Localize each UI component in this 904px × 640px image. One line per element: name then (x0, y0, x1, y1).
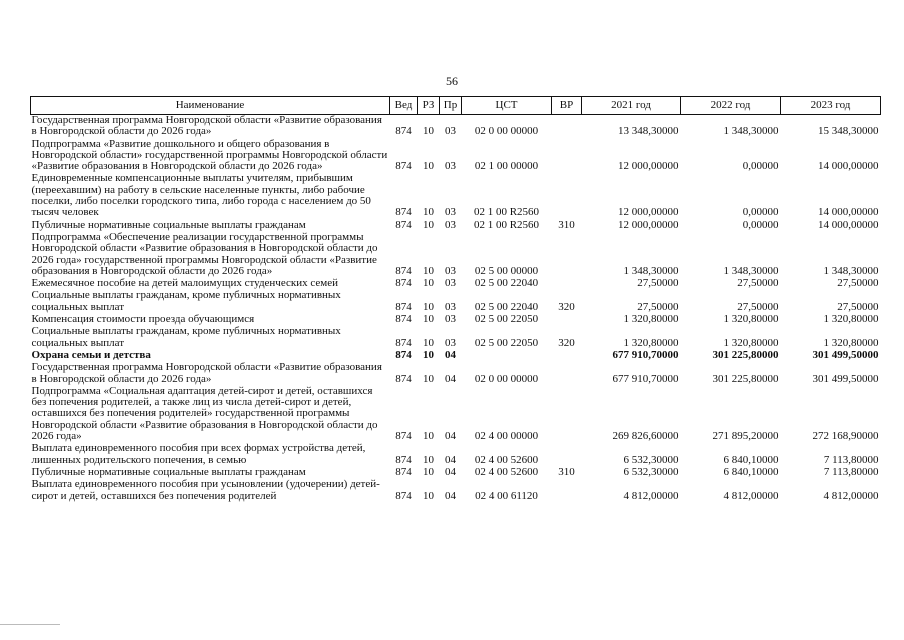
cell-pr: 04 (445, 430, 456, 443)
cell-vr: 320 (558, 336, 575, 349)
cell-pr: 04 (445, 489, 456, 502)
cell-ved: 874 (395, 465, 412, 478)
cell-rz: 10 (423, 348, 434, 361)
table-row (31, 386, 881, 443)
cell-ved: 874 (395, 313, 412, 326)
cell-vr (552, 173, 582, 219)
cell-2023: 272 168,90000 (812, 430, 879, 443)
cell-vr (552, 479, 582, 503)
cell-cst: 02 0 00 00000 (474, 372, 539, 385)
cell-vr (552, 139, 582, 174)
cell-2022: 27,50000 (737, 277, 779, 290)
cell-name: Охрана семьи и детства (31, 348, 151, 361)
cell-2023: 14 000,00000 (818, 218, 879, 231)
cell-ved: 874 (395, 372, 412, 385)
header-name: Наименование (31, 97, 390, 115)
cell-pr: 03 (445, 218, 456, 231)
cell-vr (552, 362, 582, 386)
cell-pr: 03 (445, 313, 456, 326)
cell-vr (552, 443, 582, 467)
cell-name: Подпрограмма «Социальная адаптация детей-сирот и детей, оставшихся без попечения родителей, а также лиц из числа детей-сирот и детей, оставшихся без попечения родителей» государственной программы Новгородской области «Развитие образования в Новгородской области до 2026 года» (31, 384, 378, 443)
cell-2022: 27,50000 (737, 300, 779, 313)
cell-2022: 0,00000 (742, 218, 779, 231)
cell-name: Государственная программа Новгородской области «Развитие образования в Новгородской области до 2026 года» (31, 361, 382, 385)
cell-cst (462, 350, 552, 362)
cell-2022: 4 812,00000 (723, 489, 779, 502)
cell-2023: 7 113,80000 (823, 453, 879, 466)
cell-vr: 310 (558, 465, 575, 478)
cell-rz: 10 (423, 125, 434, 138)
cell-rz: 10 (423, 277, 434, 290)
cell-2021: 1 320,80000 (623, 336, 679, 349)
cell-ved: 874 (395, 300, 412, 313)
cell-2023: 14 000,00000 (818, 160, 879, 173)
header-rz: РЗ (418, 97, 440, 115)
cell-2023: 1 320,80000 (823, 336, 879, 349)
cell-pr: 03 (445, 277, 456, 290)
table-row (31, 443, 881, 467)
cell-pr: 03 (445, 300, 456, 313)
cell-name: Государственная программа Новгородской области «Развитие образования в Новгородской области до 2026 года» (31, 114, 382, 138)
cell-vr (552, 314, 582, 326)
cell-cst: 02 5 00 22040 (474, 300, 539, 313)
cell-pr: 03 (445, 264, 456, 277)
cell-2021: 27,50000 (637, 300, 679, 313)
cell-cst: 02 1 00 R2560 (473, 206, 540, 219)
cell-2021: 13 348,30000 (618, 125, 679, 138)
cell-ved: 874 (395, 218, 412, 231)
header-2023: 2023 год (781, 97, 881, 115)
cell-vr (552, 278, 582, 290)
cell-name: Выплата единовременного пособия при всех формах устройства детей, лишенных родительского попечения, в семью (31, 442, 366, 466)
table-row (31, 290, 881, 314)
cell-name: Публичные нормативные социальные выплаты гражданам (31, 465, 306, 478)
cell-cst: 02 4 00 61120 (475, 489, 538, 502)
header-pr: Пр (440, 97, 462, 115)
cell-2022: 301 225,80000 (712, 348, 779, 361)
cell-ved: 874 (395, 489, 412, 502)
cell-2023: 4 812,00000 (823, 489, 879, 502)
header-2021: 2021 год (582, 97, 681, 115)
cell-2022: 6 840,10000 (723, 453, 779, 466)
cell-2023: 15 348,30000 (818, 125, 879, 138)
cell-ved: 874 (395, 125, 412, 138)
cell-rz: 10 (423, 313, 434, 326)
cell-2023: 301 499,50000 (812, 372, 879, 385)
cell-ved: 874 (395, 206, 412, 219)
cell-2022: 0,00000 (742, 206, 779, 219)
table-header-row (31, 97, 881, 115)
cell-rz: 10 (423, 264, 434, 277)
cell-2023: 1 320,80000 (823, 313, 879, 326)
cell-rz: 10 (423, 160, 434, 173)
cell-2023: 27,50000 (837, 300, 879, 313)
cell-ved: 874 (395, 264, 412, 277)
cell-rz: 10 (423, 489, 434, 502)
cell-2022: 1 348,30000 (723, 125, 779, 138)
cell-2022: 1 348,30000 (723, 264, 779, 277)
cell-2022: 1 320,80000 (723, 336, 779, 349)
cell-ved: 874 (395, 160, 412, 173)
page-number: 56 (446, 74, 458, 88)
cell-2021: 677 910,70000 (612, 348, 679, 361)
cell-pr: 04 (445, 465, 456, 478)
cell-ved: 874 (395, 453, 412, 466)
cell-2022: 6 840,10000 (723, 465, 779, 478)
cell-rz: 10 (423, 372, 434, 385)
table-row (31, 139, 881, 174)
cell-vr: 310 (558, 218, 575, 231)
cell-name: Ежемесячное пособие на детей малоимущих студенческих семей (31, 277, 338, 290)
cell-name: Выплата единовременного пособия при усыновлении (удочерении) детей-сирот и детей, оставшихся без попечения родителей (31, 478, 380, 502)
cell-rz: 10 (423, 430, 434, 443)
cell-2022: 301 225,80000 (712, 372, 779, 385)
cell-name: Подпрограмма «Развитие дошкольного и общего образования в Новгородской области» государственной программы Новгородской области «Развитие образования в Новгородской области до 2026 года» (31, 137, 388, 173)
cell-2023: 1 348,30000 (823, 264, 879, 277)
cell-rz: 10 (423, 336, 434, 349)
cell-name: Единовременные компенсационные выплаты учителям, прибывшим (переехавшим) на работу в сельские населенные пункты, либо рабочие поселки, либо поселки городского типа, либо города с населением до 50 тысяч человек (31, 172, 371, 219)
cell-2022: 1 320,80000 (723, 313, 779, 326)
table-row (31, 362, 881, 386)
cell-2021: 12 000,00000 (618, 160, 679, 173)
table-row (31, 115, 881, 139)
cell-2021: 1 348,30000 (623, 264, 679, 277)
cell-pr: 03 (445, 206, 456, 219)
cell-cst: 02 5 00 22040 (474, 277, 539, 290)
cell-pr: 03 (445, 125, 456, 138)
cell-rz: 10 (423, 206, 434, 219)
header-2022: 2022 год (681, 97, 781, 115)
cell-2021: 269 826,60000 (612, 430, 679, 443)
cell-cst: 02 4 00 52600 (474, 453, 539, 466)
cell-2023: 27,50000 (837, 277, 879, 290)
cell-2022: 0,00000 (742, 160, 779, 173)
header-cst: ЦСТ (462, 97, 552, 115)
cell-ved: 874 (395, 348, 412, 361)
cell-rz: 10 (423, 453, 434, 466)
cell-name: Социальные выплаты гражданам, кроме публичных нормативных социальных выплат (31, 325, 341, 349)
budget-table (30, 96, 881, 503)
table-row (31, 173, 881, 219)
cell-name: Социальные выплаты гражданам, кроме публичных нормативных социальных выплат (31, 289, 341, 313)
cell-cst: 02 4 00 00000 (474, 430, 539, 443)
cell-rz: 10 (423, 465, 434, 478)
cell-2021: 6 532,30000 (623, 453, 679, 466)
cell-vr (552, 350, 582, 362)
cell-2021: 12 000,00000 (618, 206, 679, 219)
cell-ved: 874 (395, 430, 412, 443)
cell-2021: 6 532,30000 (623, 465, 679, 478)
cell-cst: 02 1 00 R2560 (473, 218, 540, 231)
cell-vr (552, 115, 582, 139)
header-vr: ВР (552, 97, 582, 115)
cell-2021: 12 000,00000 (618, 218, 679, 231)
cell-2021: 1 320,80000 (623, 313, 679, 326)
cell-vr (552, 232, 582, 278)
cell-2023: 301 499,50000 (812, 348, 879, 361)
cell-name: Подпрограмма «Обеспечение реализации государственной программы Новгородской области «Развитие образования в Новгородской области до 2026 года» государственной программы Новгородской области «Развитие образования в Новгородской области до 2026 года» (31, 230, 378, 277)
header-ved: Вед (390, 97, 418, 115)
cell-pr: 04 (445, 453, 456, 466)
table-row (31, 479, 881, 503)
cell-cst: 02 5 00 22050 (474, 313, 539, 326)
cell-2023: 14 000,00000 (818, 206, 879, 219)
cell-pr: 04 (445, 348, 456, 361)
cell-cst: 02 1 00 00000 (474, 160, 539, 173)
cell-pr: 03 (445, 336, 456, 349)
table-body (31, 115, 881, 503)
cell-rz: 10 (423, 300, 434, 313)
cell-ved: 874 (395, 277, 412, 290)
cell-cst: 02 5 00 00000 (474, 264, 539, 277)
cell-cst: 02 5 00 22050 (474, 336, 539, 349)
cell-2021: 677 910,70000 (612, 372, 679, 385)
cell-pr: 04 (445, 372, 456, 385)
cell-pr: 03 (445, 160, 456, 173)
cell-rz: 10 (423, 218, 434, 231)
cell-2022: 271 895,20000 (712, 430, 779, 443)
cell-2023: 7 113,80000 (823, 465, 879, 478)
cell-vr (552, 386, 582, 443)
cell-cst: 02 0 00 00000 (474, 125, 539, 138)
cell-name: Компенсация стоимости проезда обучающимся (31, 313, 255, 326)
cell-vr: 320 (558, 300, 575, 313)
table-row (31, 232, 881, 278)
footer-rule (0, 624, 60, 625)
cell-2021: 27,50000 (637, 277, 679, 290)
cell-cst: 02 4 00 52600 (474, 465, 539, 478)
cell-name: Публичные нормативные социальные выплаты гражданам (31, 218, 306, 231)
cell-ved: 874 (395, 336, 412, 349)
cell-2021: 4 812,00000 (623, 489, 679, 502)
table-row (31, 326, 881, 350)
